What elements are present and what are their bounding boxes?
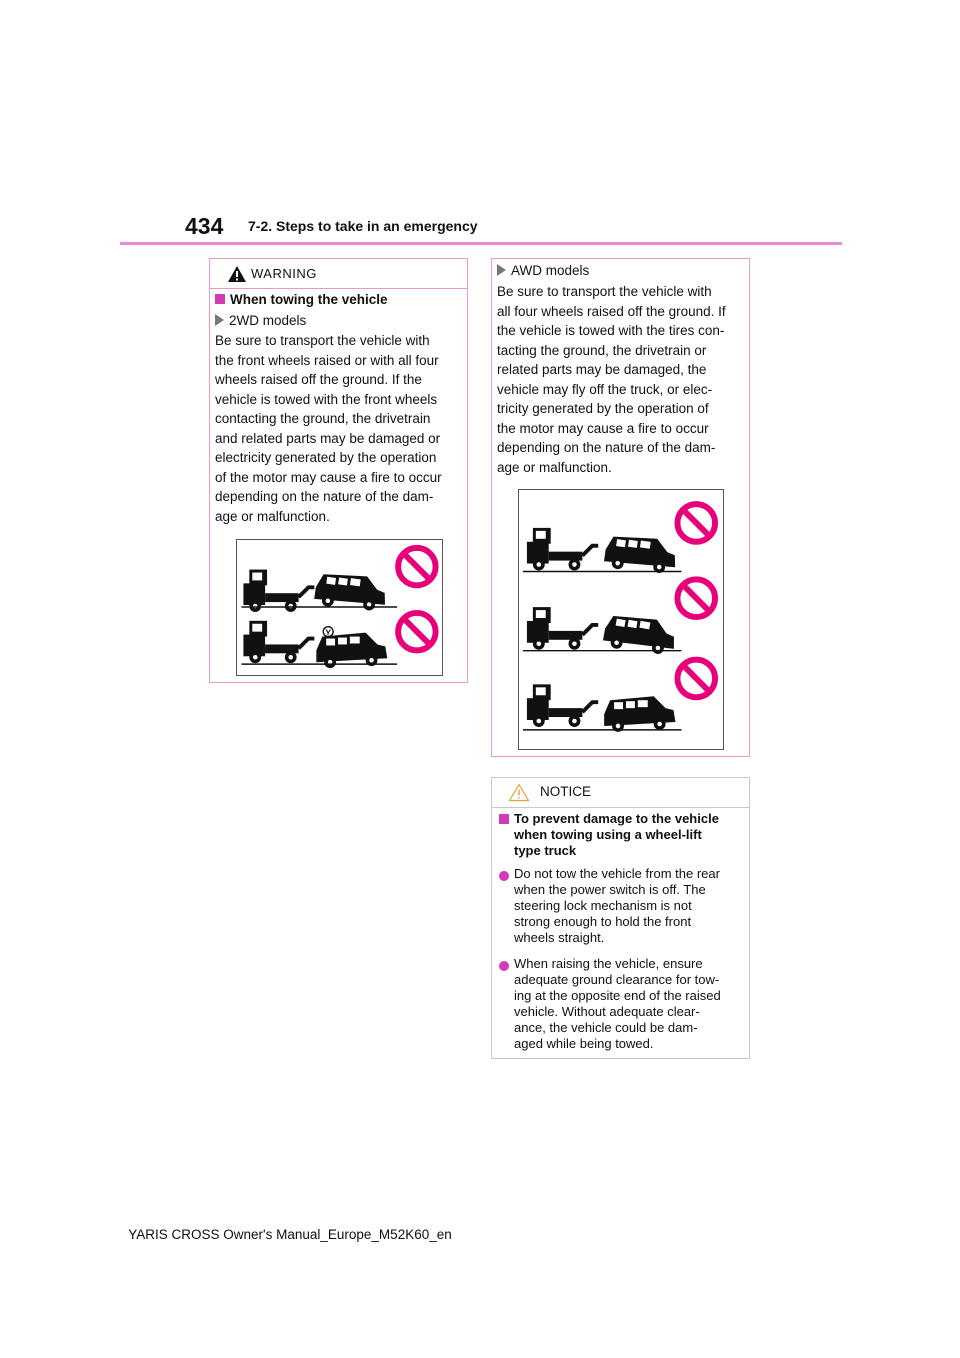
warning-box [209, 258, 468, 683]
text-line: aged while being towed. [514, 1036, 654, 1051]
page-footer [0, 1227, 960, 1242]
caution-triangle-icon [508, 783, 530, 802]
text-line: ance, the vehicle could be dam- [514, 1020, 698, 1035]
notice-item-2 [514, 956, 746, 1052]
text-line: of the motor may cause a fire to occur [215, 469, 442, 485]
text-line: Do not tow the vehicle from the rear [514, 866, 720, 881]
header-rule [120, 242, 842, 245]
tow-truck-illustration [527, 684, 598, 727]
text-line: To prevent damage to the vehicle [514, 811, 719, 826]
arrow-bullet-icon [215, 314, 224, 326]
warning-sub [215, 313, 306, 328]
text-line: and related parts may be damaged or [215, 430, 441, 446]
prohibited-icon [677, 579, 715, 617]
text-line: electricity generated by the operation [215, 450, 437, 465]
notice-header [492, 778, 749, 808]
tow-figure-awd [518, 489, 724, 750]
text-line: the motor may cause a fire to occur [497, 420, 709, 436]
arrow-bullet-icon [497, 264, 506, 276]
suv-illustration [313, 570, 388, 615]
text-line: tricity generated by the operation of [497, 401, 709, 416]
awd-box [491, 258, 750, 757]
notice-box [491, 777, 750, 1059]
text-line: ing at the opposite end of the raised [514, 988, 721, 1003]
warning-label: WARNING [251, 266, 317, 281]
text-line: wheels straight. [514, 930, 605, 945]
prohibited-icon [398, 548, 435, 585]
prohibited-icon [677, 504, 715, 542]
text-line: depending on the nature of the dam- [215, 489, 434, 504]
notice-title [514, 811, 746, 859]
text-line: wheels raised off the ground. If the [215, 372, 422, 387]
prohibited-icon [398, 613, 435, 650]
text-line: vehicle is towed with the front wheels [215, 391, 438, 407]
awd-paragraph [497, 282, 747, 477]
footer-text: YARIS CROSS Owner's Manual_Europe_M52K60_en [128, 1227, 452, 1242]
warning-triangle-icon [227, 265, 247, 283]
text-line: age or malfunction. [497, 459, 612, 475]
suv-illustration [603, 532, 679, 577]
text-line: the front wheels raised or with all four [215, 352, 439, 368]
tow-truck-illustration [527, 528, 598, 571]
text-line: the vehicle is towed with the tires con- [497, 323, 725, 338]
awd-sub [497, 263, 589, 278]
text-line: age or malfunction. [215, 508, 330, 524]
prohibited-icon [677, 660, 715, 698]
suv-illustration [602, 611, 678, 658]
warning-header [210, 259, 467, 289]
text-line: vehicle. Without adequate clear- [514, 1004, 700, 1019]
round-bullet-icon [499, 961, 509, 971]
tow-truck-illustration [243, 570, 314, 612]
text-line: tacting the ground, the drivetrain or [497, 342, 707, 358]
suv-illustration [316, 633, 387, 668]
page-number: 434 [185, 213, 224, 239]
text-line: vehicle may fly off the truck, or elec- [497, 381, 713, 397]
text-line: all four wheels raised off the ground. If [497, 303, 726, 319]
suv-illustration [604, 696, 675, 732]
text-line: When raising the vehicle, ensure [514, 956, 703, 971]
text-line: when towing using a wheel-lift [514, 827, 702, 842]
notice-item-1 [514, 866, 746, 946]
warning-title [215, 292, 388, 307]
square-bullet-icon [215, 294, 225, 304]
text-line: Be sure to transport the vehicle with [497, 284, 712, 299]
awd-sub-text: AWD models [511, 263, 590, 278]
text-line: related parts may be damaged, the [497, 362, 707, 377]
notice-label: NOTICE [540, 784, 592, 799]
tow-truck-illustration [243, 621, 314, 663]
text-line: steering lock mechanism is not [514, 898, 692, 913]
tow-truck-illustration [527, 607, 598, 650]
tow-figure-2wd [236, 539, 443, 676]
text-line: depending on the nature of the dam- [497, 440, 716, 455]
warning-title-text: When towing the vehicle [230, 292, 388, 307]
warning-sub-text: 2WD models [229, 313, 307, 328]
text-line: Be sure to transport the vehicle with [215, 333, 430, 348]
section-title: 7-2. Steps to take in an emergency [248, 218, 478, 234]
text-line: contacting the ground, the drivetrain [215, 411, 431, 426]
text-line: when the power switch is off. The [514, 882, 706, 897]
text-line: adequate ground clearance for tow- [514, 972, 720, 987]
warning-paragraph [215, 331, 465, 526]
round-bullet-icon [499, 871, 509, 881]
square-bullet-icon [499, 814, 509, 824]
text-line: strong enough to hold the front [514, 914, 692, 929]
text-line: type truck [514, 843, 577, 858]
